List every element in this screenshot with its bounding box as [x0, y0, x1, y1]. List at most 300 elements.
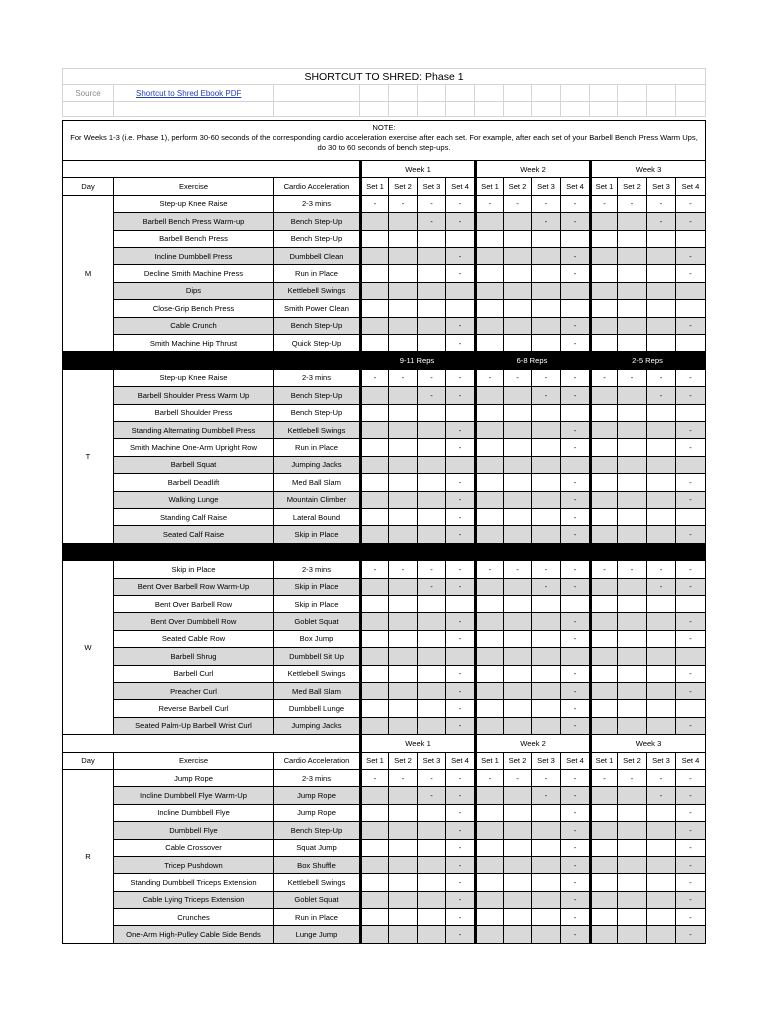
set-cell[interactable] — [389, 248, 418, 265]
set-cell[interactable] — [475, 718, 504, 735]
set-cell[interactable] — [618, 422, 647, 439]
set-cell[interactable] — [532, 474, 561, 491]
set-cell[interactable]: - — [446, 892, 475, 909]
set-cell[interactable] — [389, 509, 418, 526]
set-cell[interactable] — [475, 840, 504, 857]
set-cell[interactable] — [475, 648, 504, 665]
set-cell[interactable] — [590, 474, 618, 491]
set-cell[interactable]: - — [676, 666, 706, 683]
set-cell[interactable] — [389, 805, 418, 822]
set-cell[interactable]: - — [446, 683, 475, 700]
set-cell[interactable]: - — [446, 787, 475, 804]
set-cell[interactable]: - — [676, 926, 706, 943]
set-cell[interactable] — [475, 439, 504, 456]
set-cell[interactable]: - — [532, 787, 561, 804]
set-cell[interactable] — [360, 613, 389, 630]
set-cell[interactable] — [618, 300, 647, 317]
set-cell[interactable] — [418, 892, 446, 909]
set-cell[interactable] — [360, 405, 389, 422]
set-cell[interactable] — [360, 857, 389, 874]
set-cell[interactable]: - — [676, 265, 706, 282]
source-link[interactable]: Shortcut to Shred Ebook PDF — [114, 85, 274, 102]
set-cell[interactable]: - — [676, 370, 706, 387]
set-cell[interactable] — [475, 805, 504, 822]
set-cell[interactable] — [618, 822, 647, 839]
set-cell[interactable]: - — [561, 439, 590, 456]
set-cell[interactable] — [590, 283, 618, 300]
set-cell[interactable] — [504, 700, 532, 717]
set-cell[interactable] — [504, 283, 532, 300]
set-cell[interactable] — [532, 683, 561, 700]
set-cell[interactable] — [647, 405, 676, 422]
set-cell[interactable]: - — [446, 700, 475, 717]
set-cell[interactable] — [618, 509, 647, 526]
set-cell[interactable]: - — [590, 196, 618, 213]
set-cell[interactable] — [360, 318, 389, 335]
set-cell[interactable] — [590, 596, 618, 613]
set-cell[interactable] — [590, 822, 618, 839]
set-cell[interactable]: - — [418, 196, 446, 213]
set-cell[interactable]: - — [561, 613, 590, 630]
set-cell[interactable] — [389, 422, 418, 439]
set-cell[interactable] — [475, 457, 504, 474]
set-cell[interactable] — [418, 613, 446, 630]
set-cell[interactable] — [647, 840, 676, 857]
set-cell[interactable] — [504, 926, 532, 943]
set-cell[interactable] — [389, 909, 418, 926]
set-cell[interactable] — [504, 805, 532, 822]
set-cell[interactable] — [504, 318, 532, 335]
set-cell[interactable] — [360, 213, 389, 230]
set-cell[interactable] — [676, 509, 706, 526]
set-cell[interactable] — [647, 700, 676, 717]
set-cell[interactable] — [532, 335, 561, 352]
set-cell[interactable] — [475, 231, 504, 248]
set-cell[interactable]: - — [532, 370, 561, 387]
set-cell[interactable]: - — [561, 892, 590, 909]
set-cell[interactable] — [475, 335, 504, 352]
set-cell[interactable]: - — [590, 770, 618, 787]
set-cell[interactable] — [475, 683, 504, 700]
set-cell[interactable]: - — [561, 318, 590, 335]
set-cell[interactable] — [446, 405, 475, 422]
set-cell[interactable] — [389, 213, 418, 230]
set-cell[interactable]: - — [389, 196, 418, 213]
set-cell[interactable] — [360, 822, 389, 839]
set-cell[interactable]: - — [676, 874, 706, 891]
set-cell[interactable]: - — [446, 579, 475, 596]
set-cell[interactable]: - — [561, 926, 590, 943]
set-cell[interactable] — [475, 909, 504, 926]
set-cell[interactable] — [618, 700, 647, 717]
set-cell[interactable] — [418, 474, 446, 491]
set-cell[interactable] — [618, 231, 647, 248]
set-cell[interactable] — [504, 822, 532, 839]
set-cell[interactable]: - — [418, 213, 446, 230]
set-cell[interactable] — [618, 874, 647, 891]
set-cell[interactable] — [618, 248, 647, 265]
set-cell[interactable]: - — [446, 492, 475, 509]
set-cell[interactable]: - — [676, 387, 706, 404]
set-cell[interactable]: - — [561, 666, 590, 683]
set-cell[interactable] — [618, 492, 647, 509]
set-cell[interactable] — [618, 387, 647, 404]
set-cell[interactable] — [389, 579, 418, 596]
set-cell[interactable]: - — [561, 265, 590, 282]
set-cell[interactable] — [590, 857, 618, 874]
set-cell[interactable]: - — [532, 561, 561, 578]
set-cell[interactable]: - — [561, 248, 590, 265]
set-cell[interactable]: - — [561, 422, 590, 439]
set-cell[interactable]: - — [561, 196, 590, 213]
set-cell[interactable] — [504, 405, 532, 422]
set-cell[interactable] — [590, 439, 618, 456]
set-cell[interactable] — [418, 909, 446, 926]
set-cell[interactable]: - — [446, 770, 475, 787]
set-cell[interactable] — [618, 718, 647, 735]
set-cell[interactable]: - — [561, 909, 590, 926]
set-cell[interactable] — [504, 213, 532, 230]
set-cell[interactable]: - — [647, 579, 676, 596]
set-cell[interactable]: - — [676, 492, 706, 509]
set-cell[interactable]: - — [446, 857, 475, 874]
set-cell[interactable]: - — [676, 318, 706, 335]
set-cell[interactable] — [475, 700, 504, 717]
set-cell[interactable] — [561, 405, 590, 422]
set-cell[interactable] — [618, 213, 647, 230]
set-cell[interactable] — [504, 909, 532, 926]
set-cell[interactable]: - — [676, 526, 706, 543]
set-cell[interactable] — [475, 318, 504, 335]
set-cell[interactable] — [676, 405, 706, 422]
set-cell[interactable] — [618, 840, 647, 857]
set-cell[interactable] — [647, 631, 676, 648]
set-cell[interactable] — [360, 909, 389, 926]
set-cell[interactable] — [590, 892, 618, 909]
set-cell[interactable] — [532, 874, 561, 891]
set-cell[interactable] — [389, 300, 418, 317]
set-cell[interactable]: - — [676, 613, 706, 630]
set-cell[interactable] — [475, 213, 504, 230]
set-cell[interactable] — [676, 648, 706, 665]
set-cell[interactable]: - — [647, 561, 676, 578]
set-cell[interactable] — [618, 474, 647, 491]
set-cell[interactable]: - — [561, 387, 590, 404]
set-cell[interactable] — [504, 718, 532, 735]
set-cell[interactable] — [647, 892, 676, 909]
set-cell[interactable] — [647, 822, 676, 839]
set-cell[interactable] — [532, 700, 561, 717]
set-cell[interactable] — [647, 718, 676, 735]
set-cell[interactable] — [504, 422, 532, 439]
set-cell[interactable] — [389, 718, 418, 735]
set-cell[interactable] — [360, 422, 389, 439]
set-cell[interactable] — [418, 700, 446, 717]
set-cell[interactable] — [647, 457, 676, 474]
set-cell[interactable] — [418, 509, 446, 526]
set-cell[interactable] — [561, 231, 590, 248]
set-cell[interactable]: - — [561, 509, 590, 526]
set-cell[interactable] — [360, 718, 389, 735]
set-cell[interactable]: - — [676, 213, 706, 230]
set-cell[interactable]: - — [676, 805, 706, 822]
set-cell[interactable] — [475, 387, 504, 404]
set-cell[interactable] — [360, 335, 389, 352]
set-cell[interactable] — [504, 579, 532, 596]
set-cell[interactable] — [360, 683, 389, 700]
set-cell[interactable]: - — [676, 718, 706, 735]
set-cell[interactable] — [590, 457, 618, 474]
set-cell[interactable]: - — [561, 579, 590, 596]
set-cell[interactable]: - — [446, 196, 475, 213]
set-cell[interactable] — [561, 283, 590, 300]
set-cell[interactable] — [532, 283, 561, 300]
set-cell[interactable] — [475, 492, 504, 509]
set-cell[interactable] — [446, 457, 475, 474]
set-cell[interactable] — [647, 509, 676, 526]
set-cell[interactable] — [504, 892, 532, 909]
set-cell[interactable] — [647, 300, 676, 317]
set-cell[interactable] — [389, 683, 418, 700]
set-cell[interactable] — [647, 283, 676, 300]
set-cell[interactable]: - — [561, 700, 590, 717]
set-cell[interactable] — [532, 439, 561, 456]
set-cell[interactable]: - — [446, 561, 475, 578]
set-cell[interactable] — [418, 335, 446, 352]
set-cell[interactable]: - — [446, 335, 475, 352]
set-cell[interactable] — [475, 631, 504, 648]
set-cell[interactable] — [389, 787, 418, 804]
set-cell[interactable]: - — [561, 492, 590, 509]
set-cell[interactable] — [647, 857, 676, 874]
set-cell[interactable] — [590, 909, 618, 926]
set-cell[interactable]: - — [676, 422, 706, 439]
set-cell[interactable] — [446, 283, 475, 300]
set-cell[interactable] — [475, 666, 504, 683]
set-cell[interactable] — [418, 318, 446, 335]
set-cell[interactable] — [590, 579, 618, 596]
set-cell[interactable] — [389, 474, 418, 491]
set-cell[interactable] — [418, 492, 446, 509]
set-cell[interactable] — [676, 596, 706, 613]
set-cell[interactable]: - — [418, 370, 446, 387]
set-cell[interactable] — [532, 265, 561, 282]
set-cell[interactable]: - — [647, 213, 676, 230]
set-cell[interactable] — [590, 631, 618, 648]
set-cell[interactable] — [647, 613, 676, 630]
set-cell[interactable] — [647, 909, 676, 926]
set-cell[interactable] — [389, 318, 418, 335]
set-cell[interactable]: - — [561, 840, 590, 857]
set-cell[interactable] — [389, 283, 418, 300]
set-cell[interactable]: - — [561, 631, 590, 648]
set-cell[interactable] — [418, 822, 446, 839]
set-cell[interactable] — [504, 439, 532, 456]
set-cell[interactable] — [504, 787, 532, 804]
set-cell[interactable]: - — [676, 822, 706, 839]
set-cell[interactable]: - — [676, 909, 706, 926]
set-cell[interactable]: - — [446, 387, 475, 404]
set-cell[interactable] — [504, 683, 532, 700]
set-cell[interactable] — [389, 596, 418, 613]
set-cell[interactable] — [676, 231, 706, 248]
set-cell[interactable] — [618, 439, 647, 456]
set-cell[interactable] — [618, 613, 647, 630]
set-cell[interactable]: - — [561, 787, 590, 804]
set-cell[interactable] — [590, 683, 618, 700]
set-cell[interactable] — [532, 526, 561, 543]
set-cell[interactable]: - — [504, 196, 532, 213]
set-cell[interactable] — [389, 492, 418, 509]
set-cell[interactable] — [475, 265, 504, 282]
set-cell[interactable] — [418, 805, 446, 822]
set-cell[interactable]: - — [446, 718, 475, 735]
set-cell[interactable]: - — [446, 526, 475, 543]
set-cell[interactable] — [446, 231, 475, 248]
set-cell[interactable] — [418, 265, 446, 282]
set-cell[interactable] — [504, 492, 532, 509]
set-cell[interactable] — [360, 596, 389, 613]
set-cell[interactable] — [360, 666, 389, 683]
set-cell[interactable] — [532, 248, 561, 265]
set-cell[interactable] — [618, 265, 647, 282]
set-cell[interactable] — [389, 892, 418, 909]
set-cell[interactable] — [618, 892, 647, 909]
set-cell[interactable] — [504, 231, 532, 248]
set-cell[interactable] — [360, 248, 389, 265]
set-cell[interactable] — [389, 874, 418, 891]
set-cell[interactable] — [418, 631, 446, 648]
set-cell[interactable]: - — [504, 370, 532, 387]
set-cell[interactable]: - — [647, 770, 676, 787]
set-cell[interactable]: - — [504, 770, 532, 787]
set-cell[interactable] — [647, 874, 676, 891]
set-cell[interactable] — [590, 526, 618, 543]
set-cell[interactable] — [590, 231, 618, 248]
set-cell[interactable]: - — [532, 387, 561, 404]
set-cell[interactable] — [418, 439, 446, 456]
set-cell[interactable] — [475, 892, 504, 909]
set-cell[interactable] — [618, 683, 647, 700]
set-cell[interactable]: - — [532, 579, 561, 596]
set-cell[interactable] — [532, 718, 561, 735]
set-cell[interactable] — [446, 648, 475, 665]
set-cell[interactable] — [504, 526, 532, 543]
set-cell[interactable] — [418, 248, 446, 265]
set-cell[interactable]: - — [647, 370, 676, 387]
set-cell[interactable]: - — [446, 474, 475, 491]
set-cell[interactable]: - — [446, 318, 475, 335]
set-cell[interactable] — [590, 387, 618, 404]
set-cell[interactable] — [360, 492, 389, 509]
set-cell[interactable] — [532, 648, 561, 665]
set-cell[interactable] — [618, 335, 647, 352]
set-cell[interactable] — [418, 666, 446, 683]
set-cell[interactable]: - — [418, 561, 446, 578]
set-cell[interactable]: - — [676, 631, 706, 648]
set-cell[interactable] — [532, 805, 561, 822]
set-cell[interactable] — [446, 596, 475, 613]
set-cell[interactable] — [418, 457, 446, 474]
set-cell[interactable]: - — [561, 822, 590, 839]
set-cell[interactable] — [504, 300, 532, 317]
set-cell[interactable]: - — [446, 613, 475, 630]
set-cell[interactable] — [647, 526, 676, 543]
set-cell[interactable]: - — [475, 370, 504, 387]
set-cell[interactable] — [590, 335, 618, 352]
set-cell[interactable]: - — [676, 196, 706, 213]
set-cell[interactable] — [360, 231, 389, 248]
set-cell[interactable] — [475, 509, 504, 526]
set-cell[interactable] — [504, 248, 532, 265]
set-cell[interactable] — [389, 926, 418, 943]
set-cell[interactable] — [475, 874, 504, 891]
set-cell[interactable]: - — [446, 265, 475, 282]
set-cell[interactable] — [389, 335, 418, 352]
set-cell[interactable] — [360, 387, 389, 404]
set-cell[interactable]: - — [418, 579, 446, 596]
set-cell[interactable]: - — [446, 840, 475, 857]
set-cell[interactable] — [618, 526, 647, 543]
set-cell[interactable]: - — [676, 579, 706, 596]
set-cell[interactable] — [532, 926, 561, 943]
set-cell[interactable]: - — [676, 683, 706, 700]
set-cell[interactable] — [532, 318, 561, 335]
set-cell[interactable] — [590, 926, 618, 943]
set-cell[interactable] — [504, 874, 532, 891]
set-cell[interactable] — [475, 579, 504, 596]
set-cell[interactable] — [418, 718, 446, 735]
set-cell[interactable]: - — [561, 370, 590, 387]
set-cell[interactable] — [360, 509, 389, 526]
set-cell[interactable] — [647, 265, 676, 282]
set-cell[interactable]: - — [446, 822, 475, 839]
set-cell[interactable]: - — [561, 874, 590, 891]
set-cell[interactable] — [532, 422, 561, 439]
set-cell[interactable] — [532, 892, 561, 909]
set-cell[interactable] — [504, 474, 532, 491]
set-cell[interactable]: - — [676, 892, 706, 909]
set-cell[interactable] — [475, 857, 504, 874]
set-cell[interactable]: - — [647, 196, 676, 213]
set-cell[interactable]: - — [561, 805, 590, 822]
set-cell[interactable] — [532, 840, 561, 857]
set-cell[interactable] — [590, 248, 618, 265]
set-cell[interactable]: - — [446, 874, 475, 891]
set-cell[interactable] — [389, 439, 418, 456]
set-cell[interactable]: - — [676, 840, 706, 857]
set-cell[interactable] — [647, 683, 676, 700]
set-cell[interactable]: - — [561, 561, 590, 578]
set-cell[interactable]: - — [561, 335, 590, 352]
set-cell[interactable] — [647, 474, 676, 491]
set-cell[interactable]: - — [446, 370, 475, 387]
set-cell[interactable]: - — [561, 213, 590, 230]
set-cell[interactable] — [647, 439, 676, 456]
set-cell[interactable]: - — [446, 926, 475, 943]
set-cell[interactable] — [475, 526, 504, 543]
set-cell[interactable] — [475, 405, 504, 422]
set-cell[interactable] — [618, 631, 647, 648]
set-cell[interactable] — [389, 700, 418, 717]
set-cell[interactable]: - — [676, 857, 706, 874]
set-cell[interactable] — [647, 318, 676, 335]
set-cell[interactable]: - — [590, 561, 618, 578]
set-cell[interactable] — [504, 840, 532, 857]
set-cell[interactable] — [418, 526, 446, 543]
set-cell[interactable] — [647, 805, 676, 822]
set-cell[interactable] — [475, 300, 504, 317]
